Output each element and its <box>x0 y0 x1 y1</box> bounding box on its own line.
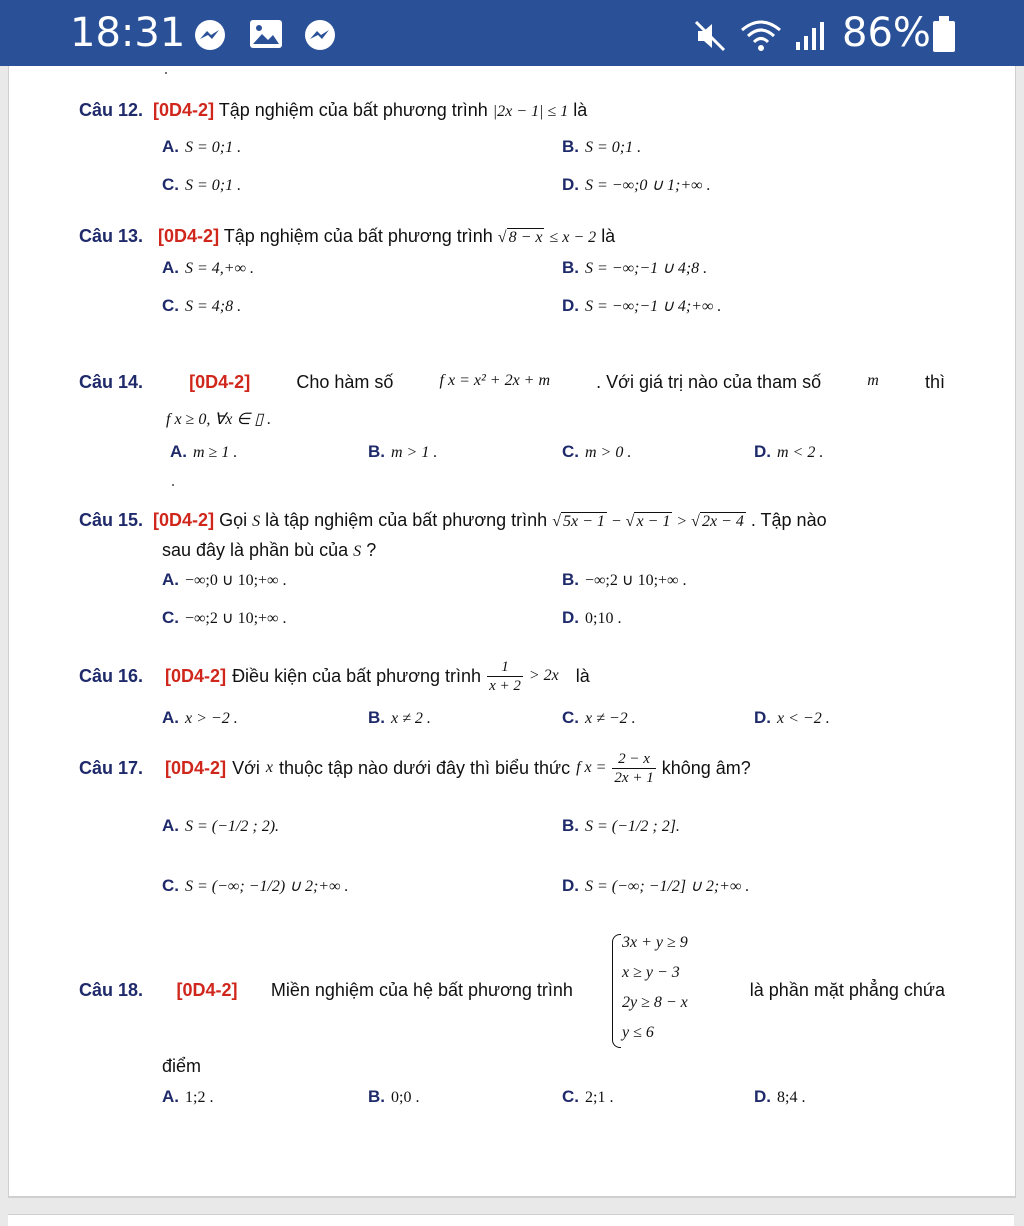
option-d[interactable]: D. m < 2 . <box>754 442 824 461</box>
next-page <box>8 1214 1014 1226</box>
wifi-icon <box>738 18 784 59</box>
option-a[interactable]: A. x > −2 . <box>162 708 238 727</box>
signal-icon <box>792 18 828 59</box>
question-15-line2: sau đây là phần bù của S ? <box>162 540 377 560</box>
option-b[interactable]: B. S = 0;1 . <box>562 137 642 156</box>
question-13: Câu 13. [0D4-2] Tập nghiệm của bất phương trình √ 8 − x ≤ x − 2 là <box>79 226 616 246</box>
option-c[interactable]: C. S = 4;8 . <box>162 296 242 315</box>
option-b[interactable]: B. m > 1 . <box>368 442 438 461</box>
option-b[interactable]: B. S = −∞;−1 ∪ 4;8 . <box>562 258 708 277</box>
question-18-line2: điểm <box>162 1056 202 1076</box>
question-18: Câu 18. [0D4-2] Miền nghiệm của hệ bất phương trình là phần mặt phẳng chứa <box>79 980 945 1000</box>
inequality-system: 3x + y ≥ 9 x ≥ y − 3 2y ≥ 8 − x y ≤ 6 <box>622 934 688 1041</box>
option-b[interactable]: B. −∞;2 ∪ 10;+∞ . <box>562 570 687 589</box>
option-c[interactable]: C. x ≠ −2 . <box>562 708 636 727</box>
question-14-line2: f x ≥ 0, ∀x ∈ ▯ . <box>166 411 272 428</box>
option-a[interactable]: A. S = 4,+∞ . <box>162 258 254 277</box>
option-d[interactable]: D. x < −2 . <box>754 708 830 727</box>
messenger-icon <box>192 18 228 59</box>
status-bar <box>0 0 1024 66</box>
option-c[interactable]: C. 2;1 . <box>562 1087 614 1106</box>
question-16: Câu 16. [0D4-2] Điều kiện của bất phương trình $\frac{1}{x + 2}$ > 2x là <box>79 658 590 694</box>
option-c[interactable]: C. S = (−∞; −1/2) ∪ 2;+∞ . <box>162 876 349 895</box>
option-a[interactable]: A. m ≥ 1 . <box>170 442 238 461</box>
question-12: Câu 12. [0D4-2] Tập nghiệm của bất phương trình |2x − 1| ≤ 1 là <box>79 100 588 120</box>
option-d[interactable]: D. 0;10 . <box>562 608 622 627</box>
system-brace <box>612 934 621 1048</box>
option-b[interactable]: B. 0;0 . <box>368 1087 420 1106</box>
option-a[interactable]: A. 1;2 . <box>162 1087 214 1106</box>
option-c[interactable]: C. −∞;2 ∪ 10;+∞ . <box>162 608 287 627</box>
question-14: Câu 14. [0D4-2] Cho hàm số f x = x² + 2x + m . Với giá trị nào của tham số m thì <box>79 372 945 392</box>
option-b[interactable]: B. S = (−1/2 ; 2]. <box>562 816 680 835</box>
question-17: Câu 17. [0D4-2] Với x thuộc tập nào dưới đây thì biểu thức f x = $\frac{2 - x}{2x + 1}$ không âm? <box>79 750 751 786</box>
option-d[interactable]: D. S = −∞;0 ∪ 1;+∞ . <box>562 175 711 194</box>
option-a[interactable]: A. S = 0;1 . <box>162 137 242 156</box>
question-15: Câu 15. [0D4-2] Gọi S là tập nghiệm của bất phương trình √ 5x − 1 − √ x − 1 > √ 2x − 4 . Tập nào <box>79 510 827 530</box>
mute-icon <box>692 18 728 59</box>
battery-icon <box>930 14 958 59</box>
battery-percent: 86% <box>842 10 931 56</box>
option-d[interactable]: D. 8;4 . <box>754 1087 806 1106</box>
status-time: 18:31 <box>70 10 186 56</box>
option-d[interactable]: D. S = (−∞; −1/2] ∪ 2;+∞ . <box>562 876 750 895</box>
option-d[interactable]: D. S = −∞;−1 ∪ 4;+∞ . <box>562 296 722 315</box>
messenger-icon <box>302 18 338 59</box>
option-a[interactable]: A. −∞;0 ∪ 10;+∞ . <box>162 570 287 589</box>
option-b[interactable]: B. x ≠ 2 . <box>368 708 431 727</box>
option-c[interactable]: C. m > 0 . <box>562 442 632 461</box>
gallery-icon <box>248 18 284 55</box>
option-c[interactable]: C. S = 0;1 . <box>162 175 242 194</box>
option-a[interactable]: A. S = (−1/2 ; 2). <box>162 816 280 835</box>
